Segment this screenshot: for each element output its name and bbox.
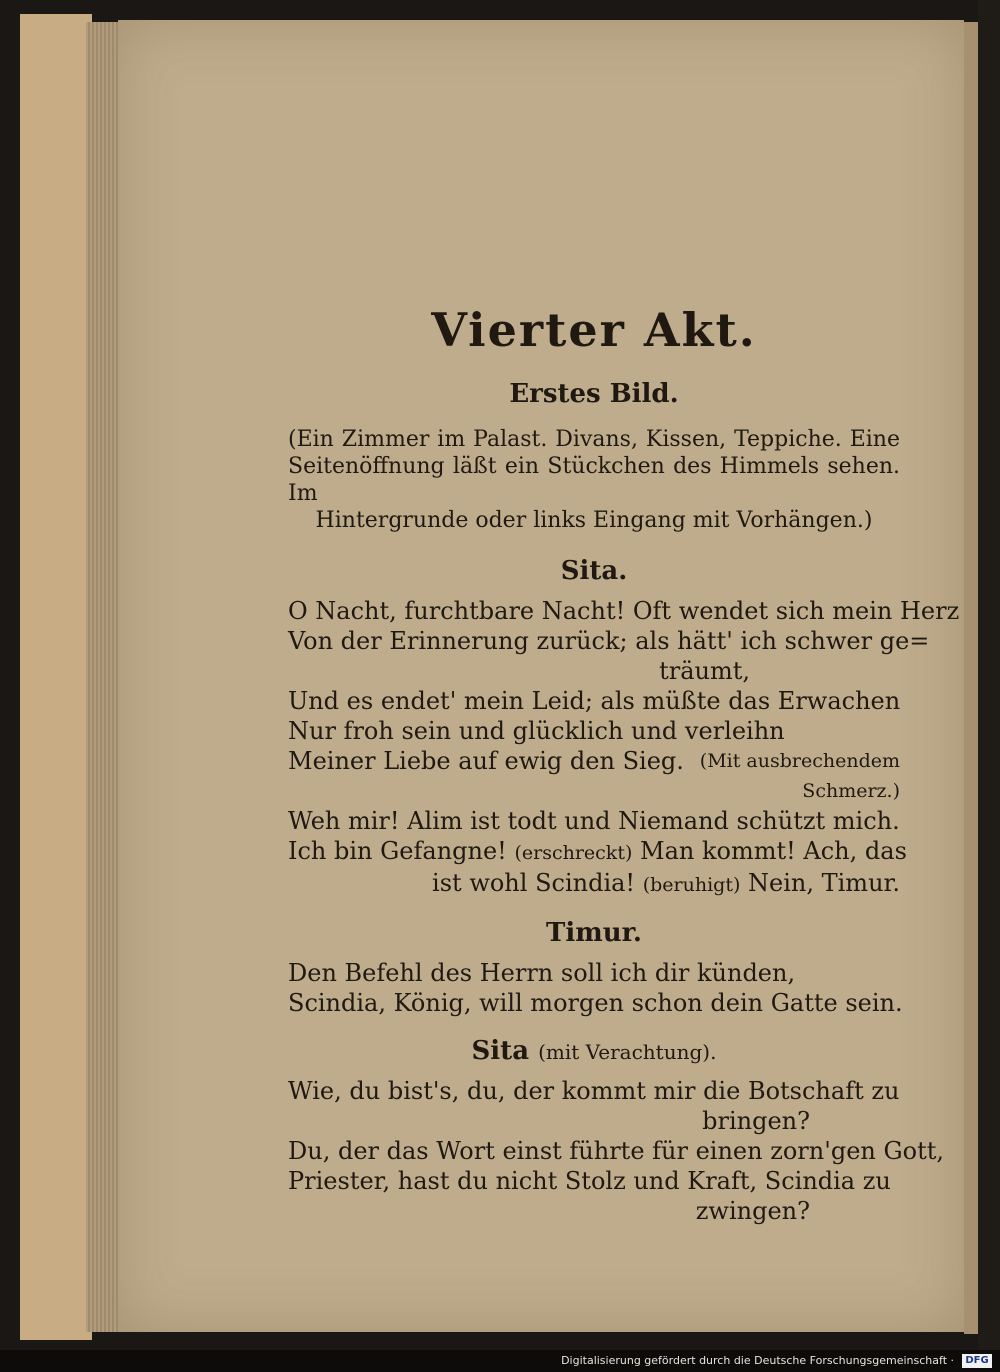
verse-continuation: bringen? — [702, 1107, 810, 1135]
verse-line: Scindia, König, will morgen schon dein Gatte sein. — [288, 989, 903, 1017]
verse-text: Nein, Timur. — [748, 869, 900, 897]
verse-line — [288, 746, 900, 776]
stage-line: Hintergrunde oder links Eingang mit Vorhängen.) — [315, 508, 873, 533]
page-text — [288, 300, 960, 1226]
footer-bar — [0, 1350, 1000, 1372]
stage-line: Seitenöffnung läßt ein Stückchen des Himmels sehen. Im — [288, 454, 900, 506]
stage-note-continuation: Schmerz.) — [802, 780, 900, 802]
right-dark-margin — [978, 0, 1000, 1350]
verse-line: Du, der das Wort einst führte für einen zorn'gen Gott, — [288, 1137, 945, 1165]
verse-line: Nur froh sein und glücklich und verleihn — [288, 717, 785, 745]
verse-line: Von der Erinnerung zurück; als hätt' ich schwer ge= — [288, 627, 930, 655]
speaker-sita: Sita. — [560, 556, 628, 586]
verse-line: Weh mir! Alim ist todt und Niemand schützt mich. — [288, 807, 900, 835]
verse-continuation — [288, 868, 900, 900]
speaker-note: (mit Verachtung). — [538, 1040, 717, 1064]
verse-line: O Nacht, furchtbare Nacht! Oft wendet sich mein Herz — [288, 597, 960, 625]
verse-text: Meiner Liebe auf ewig den Sieg. — [288, 747, 684, 775]
speaker-timur: Timur. — [545, 918, 642, 948]
verse-text: ist wohl Scindia! — [432, 869, 636, 897]
act-title: Vierter Akt. — [431, 303, 757, 357]
stage-note: (beruhigt) — [642, 874, 741, 896]
right-page-edge — [964, 22, 978, 1334]
verse-line: Und es endet' mein Leid; als müßte das Erwachen — [288, 687, 901, 715]
dfg-logo: DFG — [962, 1354, 992, 1368]
stage-direction — [288, 426, 900, 534]
verse-line: Den Befehl des Herrn soll ich dir künden, — [288, 959, 796, 987]
scene-title: Erstes Bild. — [509, 379, 679, 409]
stage-line: (Ein Zimmer im Palast. Divans, Kissen, Teppiche. Eine — [288, 427, 900, 452]
speaker-name: Sita — [471, 1036, 530, 1066]
speaker-sita-2 — [288, 1032, 900, 1070]
verse-continuation: zwingen? — [695, 1197, 810, 1225]
stage-note: (Mit ausbrechendem — [699, 750, 900, 772]
verse-continuation: träumt, — [659, 657, 750, 685]
left-cover-board — [20, 14, 92, 1340]
verse-line: Wie, du bist's, du, der kommt mir die Botschaft zu — [288, 1077, 900, 1105]
verse-text: Man kommt! Ach, das — [640, 837, 907, 865]
footer-credit: Digitalisierung gefördert durch die Deutsche Forschungsgemeinschaft · — [561, 1354, 954, 1367]
stage-note: (erschreckt) — [514, 842, 633, 864]
verse-text: Ich bin Gefangne! — [288, 837, 507, 865]
verse-line — [288, 836, 907, 868]
verse-line: Priester, hast du nicht Stolz und Kraft, Scindia zu — [288, 1167, 891, 1195]
